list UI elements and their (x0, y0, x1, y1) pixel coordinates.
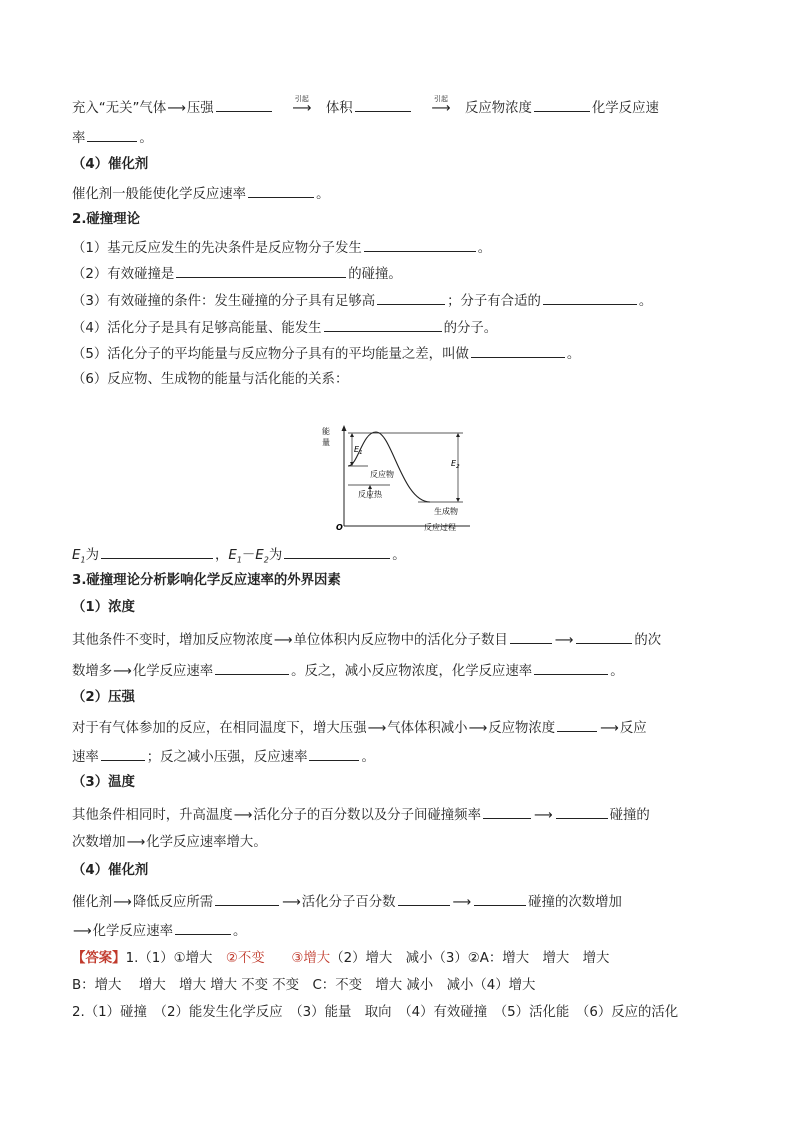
e2-sub: 2 (263, 555, 269, 565)
blank (534, 98, 590, 112)
text: 体积 (325, 101, 353, 116)
text-line-25 (72, 921, 246, 941)
e1-symbol: E (228, 548, 237, 563)
energy-diagram (318, 422, 478, 534)
heading-collision-theory: 2.碰撞理论 (72, 212, 140, 227)
y-axis-arrow (342, 425, 347, 431)
arrow-icon: ⟶ (282, 895, 301, 910)
text: 其他条件不变时，增加反应物浓度 (72, 633, 273, 648)
text: 的分子。 (443, 321, 498, 336)
text: 对于有气体参加的反应，在相同温度下，增大压强 (72, 721, 367, 736)
text: 速率 (72, 750, 99, 765)
text-line-2 (72, 128, 153, 148)
text: （1）基元反应发生的先决条件是反应物分子发生 (72, 241, 362, 256)
cause-arrow (278, 95, 326, 118)
blank (215, 661, 289, 675)
arrow-icon: ⟶ (233, 808, 253, 823)
e2-symbol: E (255, 548, 264, 563)
text: 压强 (186, 101, 214, 116)
blank (175, 921, 231, 935)
blank (176, 264, 346, 278)
arrow-icon: ⟶ (468, 721, 488, 736)
blank (324, 318, 442, 332)
subheading-pressure: （2）压强 (72, 690, 135, 705)
text: （5）活化分子的平均能量与反应物分子具有的平均能量之差，叫做 (72, 347, 469, 362)
text: 单位体积内反应物中的活化分子数目 (293, 633, 508, 648)
e1-sub: 1 (80, 555, 86, 565)
text: 次数增加 (72, 835, 126, 850)
e1-arrow-head (350, 433, 354, 437)
text-line-19 (72, 747, 375, 767)
text: 碰撞的次数增加 (528, 895, 622, 910)
text: （3）有效碰撞的条件：发生碰撞的分子具有足够高 (72, 294, 376, 309)
text: 。 (361, 750, 375, 765)
blank (309, 747, 359, 761)
text: 。 (232, 924, 247, 939)
cause-label: 引起 (433, 95, 448, 103)
text: 。 (638, 294, 653, 309)
text: 。 (610, 664, 624, 679)
blank (576, 630, 632, 644)
text-line-9 (72, 318, 497, 338)
cause-arrow (417, 95, 465, 118)
text: 。反之，减小反应物浓度，化学反应速率 (291, 664, 533, 679)
text-line-10 (72, 344, 580, 364)
text: 为 (85, 548, 99, 563)
blank (534, 661, 608, 675)
blank (483, 805, 531, 819)
text-line-12 (72, 545, 406, 570)
text: 。 (139, 131, 153, 146)
text: 的次 (634, 633, 662, 648)
arrow-icon: ⟶ (554, 633, 574, 648)
e1-symbol: E (72, 548, 81, 563)
blank (510, 630, 552, 644)
reactant-label: 反应物 (370, 470, 394, 479)
blank (284, 545, 390, 559)
arrow-icon: ⟶ (600, 721, 619, 736)
y-axis-label-1: 能 (322, 427, 330, 436)
blank (543, 291, 637, 305)
text: 反应物浓度 (488, 721, 556, 736)
e2-arrow-head (456, 433, 460, 437)
text-line-15 (72, 630, 661, 650)
subheading-catalyst-2: （4）催化剂 (72, 863, 149, 878)
text: ， (214, 548, 229, 563)
text: 数增多 (72, 664, 113, 679)
blank (471, 344, 565, 358)
text: ；反之减小压强，反应速率 (146, 750, 308, 765)
arrow-icon: ⟶ (292, 101, 312, 116)
blank (377, 291, 445, 305)
answer-line-3: 2.（1）碰撞 （2）能发生化学反应 （3）能量 取向 （4）有效碰撞 （5）活化能 （6）反应的活化 (72, 1005, 679, 1020)
text: 化学反应速率增大。 (146, 835, 267, 850)
y-axis-label-2: 量 (322, 438, 330, 447)
answer-text: （2）增大 减小（3）②A：增大 增大 增大 (330, 951, 610, 966)
arrow-icon: ⟶ (73, 924, 92, 939)
cause-label: 引起 (294, 95, 309, 103)
text-line-7 (72, 264, 402, 284)
origin-label: O (336, 523, 343, 532)
text: 活化分子的百分数以及分子间碰撞频率 (253, 808, 481, 823)
x-axis-label: 反应过程 (424, 523, 456, 532)
text: 催化剂 (72, 895, 113, 910)
text: （2）有效碰撞是 (72, 267, 175, 282)
e1-sub: 1 (236, 555, 242, 565)
arrow-icon: ⟶ (431, 101, 451, 116)
reaction-heat-label: 反应热 (358, 490, 382, 499)
text-line-21 (72, 805, 650, 825)
text: 充入“无关”气体 (72, 101, 167, 116)
answer-line-2: B：增大 增大 增大 增大 不变 不变 C：不变 增大 减小 减小（4）增大 (72, 978, 536, 993)
blank (215, 892, 279, 906)
text: ；分子有合适的 (447, 294, 541, 309)
text: 。 (566, 347, 581, 362)
answer-text: 1.（1）①增大 (125, 951, 213, 966)
text: 反应 (619, 721, 647, 736)
text: 反应物浓度 (464, 101, 532, 116)
text: 化学反应速率 (132, 664, 214, 679)
text: 化学反应速率 (92, 924, 173, 939)
blank (101, 545, 213, 559)
blank (364, 238, 476, 252)
answer-text: ②不变 (225, 951, 265, 966)
heat-arrow-head (368, 485, 372, 489)
text-line-6 (72, 238, 491, 258)
text-line-24 (72, 892, 622, 912)
e2-arrow-tail (456, 498, 460, 502)
blank (216, 98, 272, 112)
text: 。 (477, 241, 492, 256)
blank (355, 98, 411, 112)
text: 的碰撞。 (348, 267, 402, 282)
blank (398, 892, 450, 906)
text: 催化剂一般能使化学反应速率 (72, 187, 247, 202)
text: 碰撞的 (609, 808, 650, 823)
text: 降低反应所需 (132, 895, 214, 910)
blank (101, 747, 145, 761)
e2-label: $E_2$ (451, 459, 460, 470)
text-line-1 (72, 95, 659, 118)
text-line-11: （6）反应物、生成物的能量与活化能的关系： (72, 372, 349, 387)
subheading-temperature: （3）温度 (72, 775, 135, 790)
arrow-icon: ⟶ (533, 808, 553, 823)
blank (87, 128, 137, 142)
e1-label: $E_1$ (354, 445, 363, 456)
blank (557, 718, 597, 732)
text: 为 (268, 548, 283, 563)
blank (474, 892, 526, 906)
arrow-icon: ⟶ (452, 895, 472, 910)
text: 活化分子百分数 (301, 895, 396, 910)
text: 率 (72, 131, 86, 146)
text: 其他条件相同时，升高温度 (72, 808, 233, 823)
arrow-icon: ⟶ (113, 895, 132, 910)
arrow-icon: ⟶ (167, 101, 186, 116)
answer-text: ③增大 (291, 951, 331, 966)
text-line-22 (72, 834, 267, 852)
arrow-icon: ⟶ (126, 835, 146, 850)
heading-external-factors: 3.碰撞理论分析影响化学反应速率的外界因素 (72, 573, 341, 588)
text: 气体体积减小 (387, 721, 468, 736)
answer-label: 【答案】 (72, 951, 126, 966)
text: － (241, 548, 256, 563)
text-line-16 (72, 661, 624, 681)
text-line-4 (72, 184, 329, 204)
text: 。 (392, 548, 406, 563)
blank (248, 184, 314, 198)
text: 化学反应速 (591, 101, 659, 116)
answer-line-1 (72, 950, 609, 968)
blank (556, 805, 608, 819)
text: （4）活化分子是具有足够高能量、能发生 (72, 321, 322, 336)
arrow-icon: ⟶ (273, 633, 293, 648)
text: 。 (316, 187, 330, 202)
product-label: 生成物 (434, 507, 458, 516)
text-line-8 (72, 291, 652, 311)
subheading-concentration: （1）浓度 (72, 600, 135, 615)
arrow-icon: ⟶ (113, 664, 132, 679)
text-line-18 (72, 718, 647, 738)
subheading-catalyst: （4）催化剂 (72, 157, 149, 172)
arrow-icon: ⟶ (367, 721, 387, 736)
